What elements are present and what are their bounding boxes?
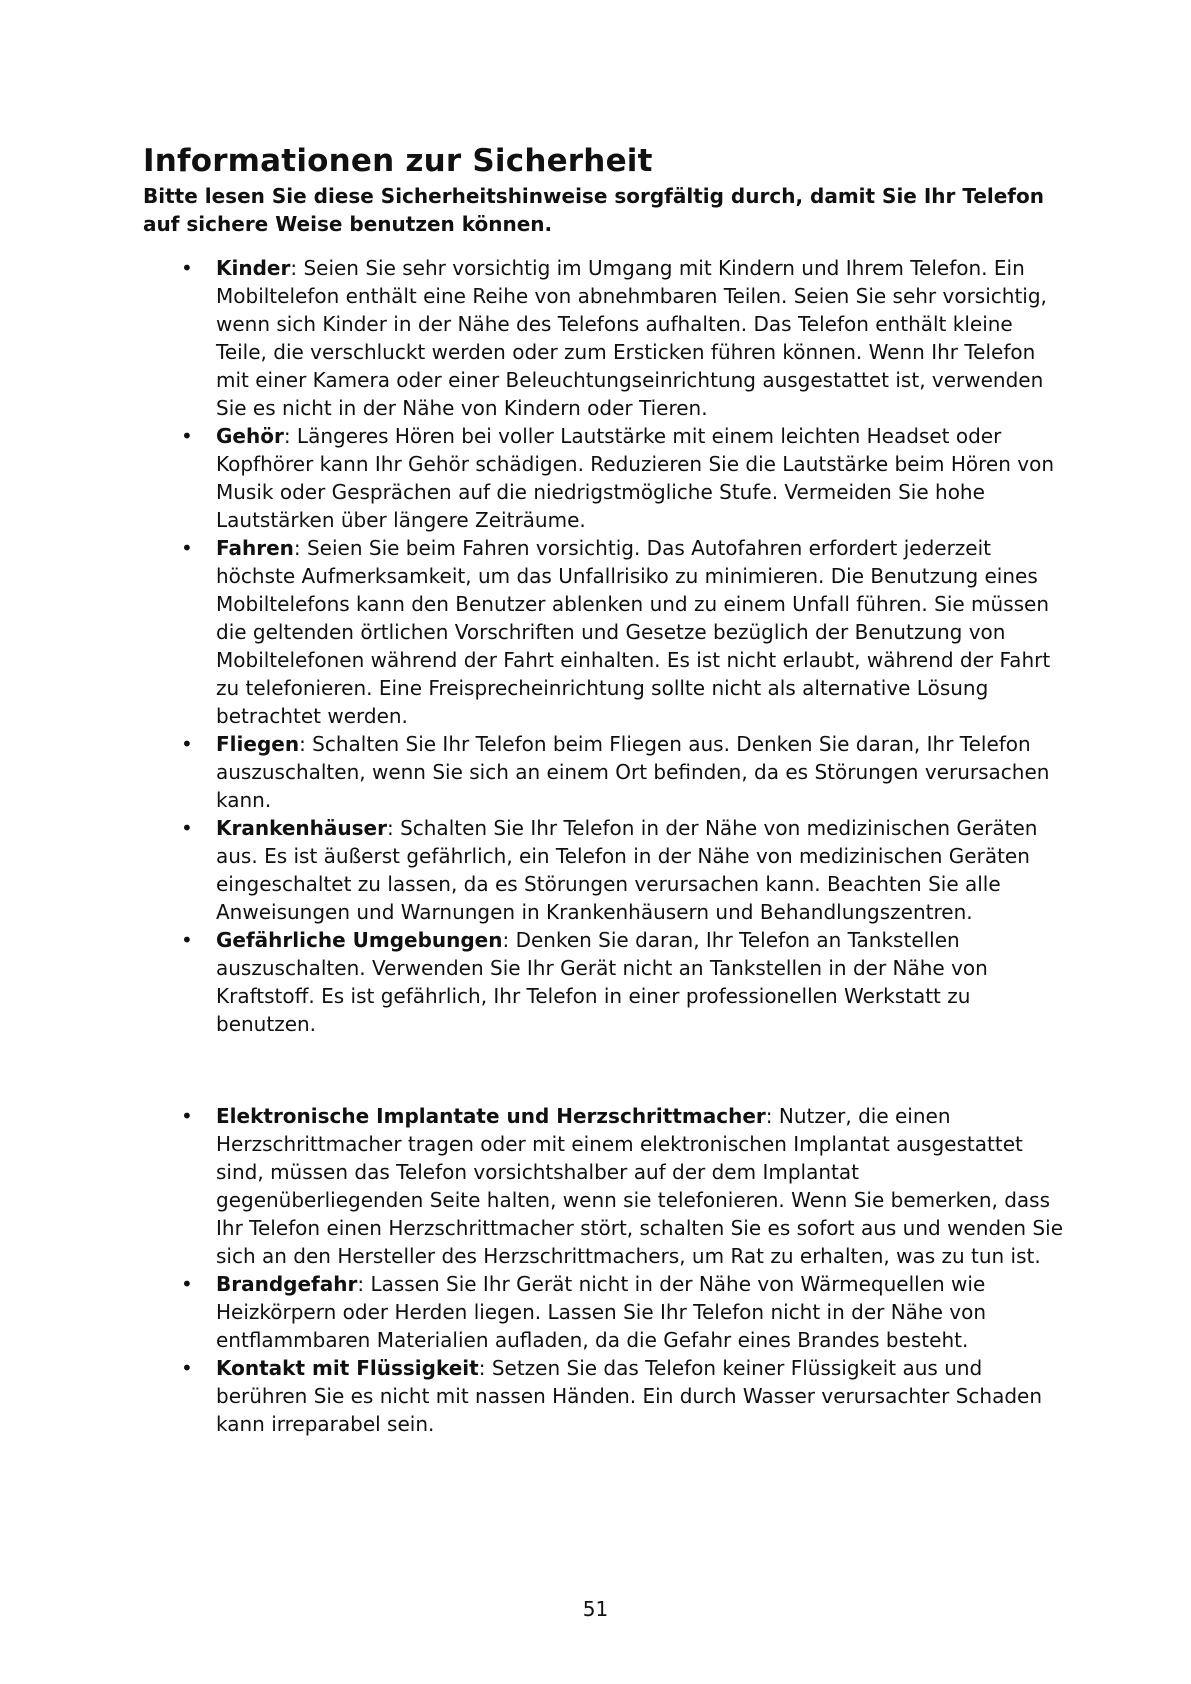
list-item-implantate (0, 1102, 1191, 1270)
bullet-icon: • (181, 1272, 193, 1296)
item-text: : Seien Sie sehr vorsichtig im Umgang mit Kindern und Ihrem Telefon. Ein Mobiltelefon enthält eine Reihe von abnehmbaren Teilen. Seien Sie sehr vorsichtig, wenn sich Kinder in der Nähe des Telefons aufhalten. Das Telefon enthält kleine Teile, die verschluckt werden oder zum Ersticken führen können. Wenn Ihr Telefon mit einer Kamera oder einer Beleuchtungseinrichtung ausgestattet ist, verwenden Sie es nicht in der Nähe von Kindern oder Tieren. (216, 256, 1047, 420)
item-term: Fahren (216, 536, 294, 560)
bullet-icon: • (181, 1356, 193, 1380)
item-text: : Setzen Sie das Telefon keiner Flüssigkeit aus und berühren Sie es nicht mit nassen Händen. Ein durch Wasser verursachter Schaden kann irreparabel sein. (216, 1356, 1043, 1436)
item-text: : Schalten Sie Ihr Telefon in der Nähe von medizinischen Geräten aus. Es ist äußerst gefährlich, ein Telefon in der Nähe von medizinischen Geräten eingeschaltet zu lassen, da es Störungen verursachen kann. Beachten Sie alle Anweisungen und Warnungen in Krankenhäusern und Behandlungszentren. (216, 816, 1038, 924)
item-term: Fliegen (216, 732, 300, 756)
list-item-fliegen (0, 730, 1191, 814)
list-item-brandgefahr (0, 1270, 1191, 1354)
bullet-icon: • (181, 732, 193, 756)
bullet-icon: • (181, 928, 193, 952)
page-subtitle: Bitte lesen Sie diese Sicherheitshinweise sorgfältig durch, damit Sie Ihr Telefon auf sichere Weise benutzen können. (143, 184, 1044, 236)
item-term: Kinder (216, 256, 291, 280)
bullet-icon: • (181, 816, 193, 840)
item-text: : Nutzer, die einen Herzschrittmacher tragen oder mit einem elektronischen Implantat ausgestattet sind, müssen das Telefon vorsichtshalber auf der dem Implantat gegenüberliegenden Seite halten, wenn sie telefonieren. Wenn Sie bemerken, dass Ihr Telefon einen Herzschrittmacher stört, schalten Sie es sofort aus und wenden Sie sich an den Hersteller des Herzschrittmachers, um Rat zu erhalten, was zu tun ist. (216, 1104, 1063, 1268)
item-term: Gehör (216, 424, 284, 448)
list-item-krankenhaeuser (0, 814, 1191, 926)
list-item-gehoer (0, 422, 1191, 534)
item-text: : Seien Sie beim Fahren vorsichtig. Das Autofahren erfordert jederzeit höchste Aufmerksamkeit, um das Unfallrisiko zu minimieren. Die Benutzung eines Mobiltelefons kann den Benutzer ablenken und zu einem Unfall führen. Sie müssen die geltenden örtlichen Vorschriften und Gesetze bezüglich der Benutzung von Mobiltelefonen während der Fahrt einhalten. Es ist nicht erlaubt, während der Fahrt zu telefonieren. Eine Freisprecheinrichtung sollte nicht als alternative Lösung betrachtet werden. (216, 536, 1051, 728)
page-title: Informationen zur Sicherheit (143, 143, 653, 179)
item-text: : Schalten Sie Ihr Telefon beim Fliegen aus. Denken Sie daran, Ihr Telefon auszuschalten, wenn Sie sich an einem Ort befinden, da es Störungen verursachen kann. (216, 732, 1050, 812)
item-term: Kontakt mit Flüssigkeit (216, 1356, 479, 1380)
item-term: Krankenhäuser (216, 816, 387, 840)
bullet-icon: • (181, 536, 193, 560)
safety-list-part-1 (0, 254, 1191, 1038)
item-term: Brandgefahr (216, 1272, 358, 1296)
safety-list-part-2 (0, 1102, 1191, 1438)
list-item-fluessigkeit (0, 1354, 1191, 1438)
bullet-icon: • (181, 424, 193, 448)
list-item-fahren (0, 534, 1191, 730)
item-text: : Denken Sie daran, Ihr Telefon an Tankstellen auszuschalten. Verwenden Sie Ihr Gerät nicht an Tankstellen in der Nähe von Kraftstoff. Es ist gefährlich, Ihr Telefon in einer professionellen Werkstatt zu benutzen. (216, 928, 988, 1036)
bullet-icon: • (181, 1104, 193, 1128)
list-item-kinder (0, 254, 1191, 422)
item-term: Elektronische Implantate und Herzschrittmacher (216, 1104, 766, 1128)
item-text: : Längeres Hören bei voller Lautstärke mit einem leichten Headset oder Kopfhörer kann Ihr Gehör schädigen. Reduzieren Sie die Lautstärke beim Hören von Musik oder Gesprächen auf die niedrigstmögliche Stufe. Vermeiden Sie hohe Lautstärken über längere Zeiträume. (216, 424, 1055, 532)
page-number: 51 (582, 1597, 609, 1621)
bullet-icon: • (181, 256, 193, 280)
item-term: Gefährliche Umgebungen (216, 928, 503, 952)
item-text: : Lassen Sie Ihr Gerät nicht in der Nähe von Wärmequellen wie Heizkörpern oder Herden liegen. Lassen Sie Ihr Telefon nicht in der Nähe von entflammbaren Materialien aufladen, da die Gefahr eines Brandes besteht. (216, 1272, 987, 1352)
list-item-gefaehrliche-umgebungen (0, 926, 1191, 1038)
